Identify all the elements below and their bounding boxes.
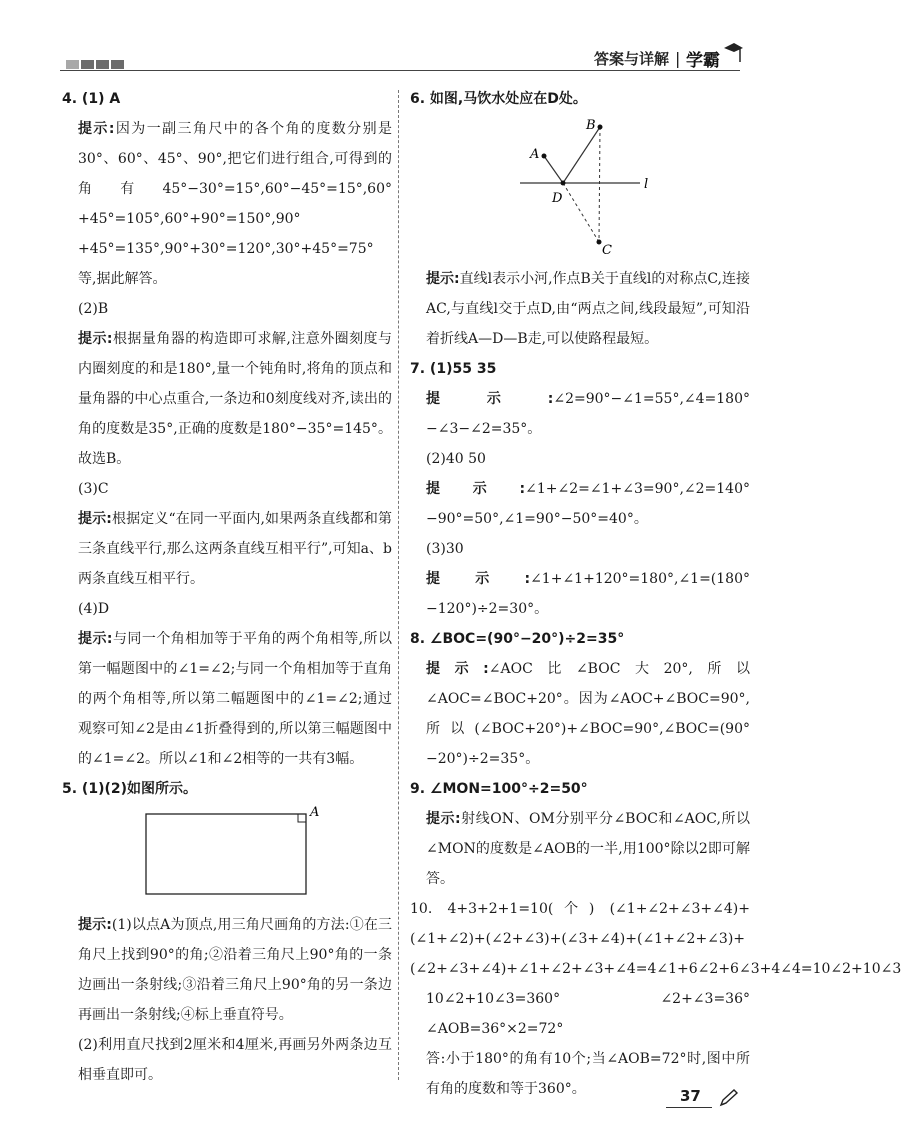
label-c: C bbox=[602, 243, 612, 258]
q10-answer: 10. 4+3+2+1=10(个) (∠1+∠2+∠3+∠4)+(∠1+∠2)+(∠2+∠3)+(∠3+∠4)+(∠1+∠2+∠3)+(∠2+∠3+∠4)+∠1+∠2+∠3+∠4=4∠1+6∠2+6∠3+4∠4=10∠2+10∠3 bbox=[410, 901, 901, 977]
segment-ad bbox=[544, 156, 563, 183]
q8-answer: 8. ∠BOC=(90°−20°)÷2=35° bbox=[410, 631, 625, 647]
q5-answer: 5. (1)(2)如图所示。 bbox=[62, 781, 198, 797]
header-title: 答案与详解 bbox=[594, 50, 670, 68]
header-brand: 学霸 bbox=[686, 51, 720, 71]
q7-1-hint: 提示:∠2=90°−∠1=55°,∠4=180°−∠3−∠2=35°。 bbox=[426, 391, 750, 437]
right-angle-mark bbox=[298, 814, 306, 822]
left-column bbox=[62, 84, 392, 1090]
q9-hint: 提示:射线ON、OM分别平分∠BOC和∠AOC,所以∠MON的度数是∠AOB的一半,用100°除以2即可解答。 bbox=[426, 811, 750, 887]
q5-hint: 提示:(1)以点A为顶点,用三角尺画角的方法:①在三角尺上找到90°的角;②沿着三角尺上90°角的一条边画出一条射线;③沿着三角尺上90°角的另一条边再画出一条射线;④标上垂直符号。 bbox=[78, 917, 392, 1023]
q4-4-hint: 提示:与同一个角相加等于平角的两个角相等,所以第一幅题图中的∠1=∠2;与同一个角相加等于直角的两个角相等,所以第二幅题图中的∠1=∠2;通过观察可知∠2是由∠1折叠得到的,所以第三幅题图中的∠1=∠2。所以∠1和∠2相等的一共有3幅。 bbox=[78, 631, 392, 767]
q10-line-2: 10∠2+10∠3=360° ∠2+∠3=36° ∠AOB=36°×2=72° bbox=[426, 991, 750, 1037]
label-l: l bbox=[644, 177, 649, 192]
point-a bbox=[542, 154, 547, 159]
footer-rule bbox=[666, 1107, 712, 1108]
point-d bbox=[561, 181, 566, 186]
q4-2-hint: 提示:根据量角器的构造即可求解,注意外圈刻度与内圈刻度的和是180°,量一个钝角时,将角的顶点和量角器的中心点重合,一条边和0刻度线对齐,读出的角的度数是35°,正确的度数是180°−35°=145°。故选B。 bbox=[78, 331, 392, 467]
segment-db bbox=[563, 127, 600, 183]
page-number: 37 bbox=[680, 1087, 701, 1105]
q4-1-answer: 4. (1) A bbox=[62, 91, 121, 107]
q6-answer: 6. 如图,马饮水处应在D处。 bbox=[410, 91, 587, 107]
graduation-cap-icon bbox=[722, 40, 744, 66]
column-divider bbox=[398, 90, 399, 1080]
q4-1-hint: 提示:因为一副三角尺中的各个角的度数分别是30°、60°、45°、90°,把它们进行组合,可得到的角有45°−30°=15°,60°−45°=15°,60°+45°=105°,60°+90°=150°,90°+45°=135°,90°+30°=120°,30°+45°=75°等,据此解答。 bbox=[78, 121, 393, 287]
rectangle bbox=[146, 814, 306, 894]
q7-3-answer: (3)30 bbox=[426, 541, 464, 557]
q5-hint-2: (2)利用直尺找到2厘米和4厘米,再画另外两条边互相垂直即可。 bbox=[78, 1037, 392, 1083]
q7-3-hint: 提示:∠1+∠1+120°=180°,∠1=(180°−120°)÷2=30°。 bbox=[426, 571, 750, 617]
q4-3-answer: (3)C bbox=[78, 481, 109, 497]
q10-conclusion: 答:小于180°的角有10个;当∠AOB=72°时,图中所有角的度数和等于360°。 bbox=[426, 1051, 750, 1097]
right-column bbox=[410, 84, 901, 1104]
q9-answer: 9. ∠MON=100°÷2=50° bbox=[410, 781, 588, 797]
q7-2-answer: (2)40 50 bbox=[426, 451, 486, 467]
label-a: A bbox=[530, 147, 540, 162]
point-b bbox=[598, 125, 603, 130]
q5-rectangle-figure bbox=[62, 804, 392, 910]
header-separator: | bbox=[675, 49, 681, 68]
q7-1-answer: 7. (1)55 35 bbox=[410, 361, 497, 377]
q4-3-hint: 提示:根据定义“在同一平面内,如果两条直线都和第三条直线平行,那么这两条直线互相平行”,可知a、b两条直线互相平行。 bbox=[78, 511, 392, 587]
q8-hint: 提示:∠AOC比∠BOC大20°,所以∠AOC=∠BOC+20°。因为∠AOC+∠BOC=90°,所以(∠BOC+20°)+∠BOC=90°,∠BOC=(90°−20°)÷2=35°。 bbox=[426, 661, 750, 767]
header-decoration bbox=[66, 60, 124, 69]
q4-4-answer: (4)D bbox=[78, 601, 110, 617]
segment-bc bbox=[599, 127, 600, 242]
q6-hint: 提示:直线l表示小河,作点B关于直线l的对称点C,连接AC,与直线l交于点D,由“两点之间,线段最短”,可知沿着折线A—D—B走,可以使路程最短。 bbox=[426, 271, 750, 347]
label-b: B bbox=[586, 118, 596, 133]
q6-river-figure bbox=[410, 114, 750, 264]
header-rule bbox=[60, 70, 740, 71]
segment-dc bbox=[563, 183, 599, 242]
q7-2-hint: 提示:∠1+∠2=∠1+∠3=90°,∠2=140°−90°=50°,∠1=90°−50°=40°。 bbox=[426, 481, 750, 527]
q4-2-answer: (2)B bbox=[78, 301, 109, 317]
label-d: D bbox=[552, 191, 563, 206]
pencil-icon bbox=[718, 1088, 740, 1108]
point-c bbox=[597, 240, 602, 245]
point-a-label: A bbox=[310, 805, 320, 820]
